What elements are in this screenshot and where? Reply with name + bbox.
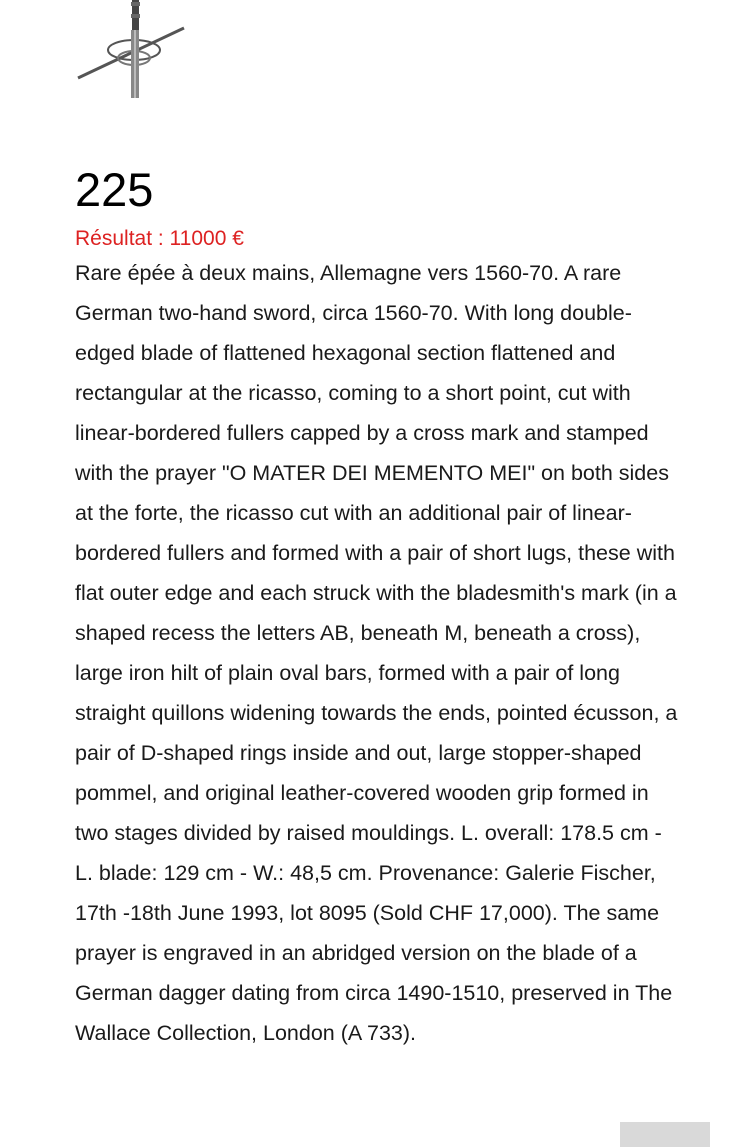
scroll-to-top-button[interactable] bbox=[620, 1122, 710, 1147]
lot-description: Rare épée à deux mains, Allemagne vers 1560-70. A rare German two-hand sword, circa 1560-70. With long double-edged blade of flattened hexagonal section flattened and rectangular at the ricasso, coming to a short point, cut with linear-bordered fullers capped by a cross mark and stamped with the prayer "O MATER DEI MEMENTO MEI" on both sides at the forte, the ricasso cut with an additional pair of linear-bordered fullers and formed with a pair of short lugs, these with flat outer edge and each struck with the bladesmith's mark (in a shaped recess the letters AB, beneath M, beneath a cross), large iron hilt of plain oval bars, formed with a pair of long straight quillons widening towards the ends, pointed écusson, a pair of D-shaped rings inside and out, large stopper-shaped pommel, and original leather-covered wooden grip formed in two stages divided by raised mouldings. L. overall: 178.5 cm - L. blade: 129 cm - W.: 48,5 cm. Provenance: Galerie Fischer, 17th -18th June 1993, lot 8095 (Sold CHF 17,000). The same prayer is engraved in an abridged version on the blade of a German dagger dating from circa 1490-1510, preserved in The Wallace Collection, London (A 733). bbox=[75, 261, 678, 1045]
blade-fuller bbox=[134, 30, 136, 98]
lot-number: 225 bbox=[75, 163, 154, 216]
auction-result: Résultat : 11000 € bbox=[75, 227, 244, 250]
sword-thumbnail-image[interactable] bbox=[74, 0, 186, 98]
grip-moulding bbox=[131, 2, 140, 6]
grip-moulding bbox=[131, 14, 140, 18]
